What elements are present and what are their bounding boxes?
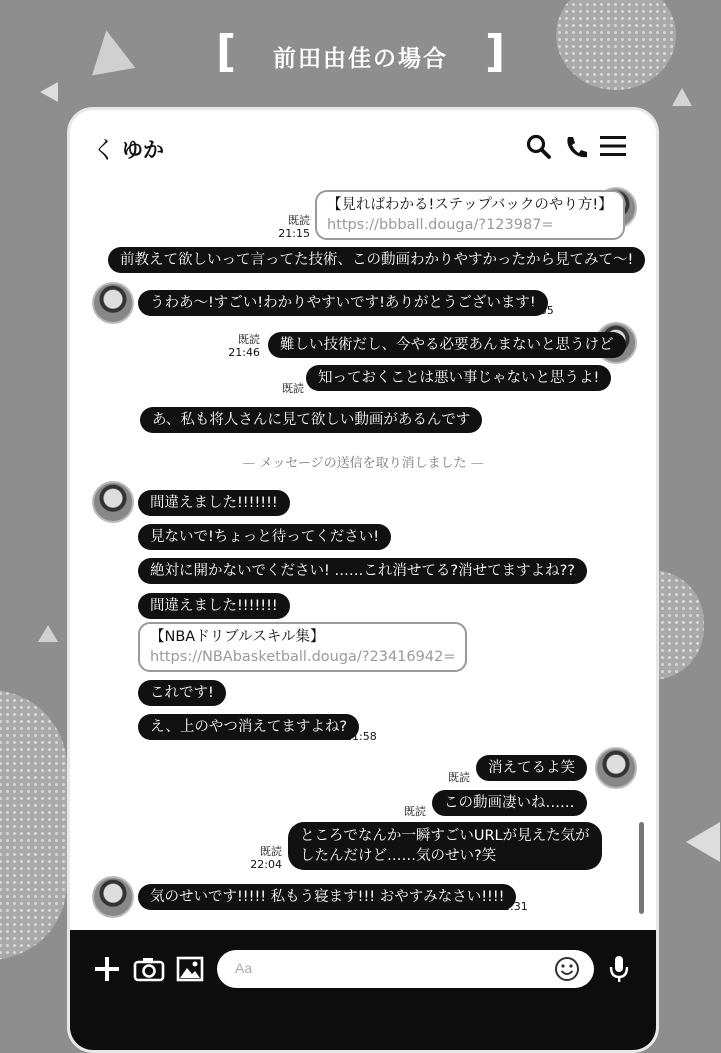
avatar[interactable] [595, 747, 637, 789]
scrollbar[interactable] [639, 822, 644, 914]
message-line: ところでなんか一瞬すごいURLが見えた気が [300, 828, 590, 844]
link-url[interactable]: https://bbball.douga/?123987= [327, 217, 554, 233]
chat-header [70, 110, 656, 182]
message-bubble[interactable]: 間違えました!!!!!!! [138, 490, 290, 516]
avatar[interactable] [92, 282, 134, 324]
back-button[interactable]: く [92, 136, 116, 164]
avatar[interactable] [92, 481, 134, 523]
link-bubble[interactable] [138, 622, 467, 672]
triangle-decoration [38, 625, 58, 642]
link-url[interactable]: https://NBAbasketball.douga/?23416942= [150, 649, 456, 665]
unsent-notice: — メッセージの送信を取り消しました — [70, 452, 656, 471]
read-receipt: 既読 [288, 214, 310, 227]
camera-icon[interactable] [133, 956, 165, 986]
dot-circle-bottom-left [0, 690, 67, 960]
phone-icon[interactable] [564, 134, 588, 164]
link-bubble[interactable] [315, 190, 625, 240]
message-bubble[interactable]: 難しい技術だし、今やる必要あんまないと思うけど [268, 332, 626, 358]
read-receipt: 既読 [404, 805, 426, 818]
avatar[interactable] [92, 876, 134, 918]
timestamp: 22:31 [496, 900, 528, 913]
message-input-wrap [217, 950, 594, 988]
link-title: 【見ればわかる!ステップバックのやり方!】 [327, 197, 613, 213]
message-bubble[interactable] [288, 822, 602, 870]
timestamp: 22:04 [250, 858, 282, 871]
dot-circle-right [652, 570, 704, 680]
triangle-decoration [686, 822, 720, 862]
read-receipt: 既読 [448, 771, 470, 784]
link-title: 【NBAドリブルスキル集】 [150, 629, 325, 645]
message-bubble[interactable]: これです! [138, 680, 226, 706]
read-receipt: 既読 [282, 382, 304, 395]
timestamp: 21:35 [522, 304, 554, 317]
message-bubble[interactable]: うわあ～!すごい!わかりやすいです!ありがとうございます! [138, 290, 548, 316]
image-icon[interactable] [176, 956, 204, 986]
message-bubble[interactable]: 見ないで!ちょっと待ってください! [138, 524, 391, 550]
contact-name: ゆか [122, 138, 164, 162]
bracket-right: ] [485, 26, 506, 77]
page-title-text: 前田由佳の場合 [273, 46, 448, 72]
message-bubble[interactable]: この動画凄いね…… [432, 790, 587, 816]
message-input[interactable] [233, 959, 537, 977]
message-meta [216, 333, 260, 359]
plus-icon[interactable] [94, 956, 120, 986]
message-bubble[interactable]: あ、私も将人さんに見て欲しい動画があるんです [140, 407, 482, 433]
message-bubble[interactable]: 絶対に開かないでください! ……これ消せてる?消せてますよね?? [138, 558, 587, 584]
microphone-icon[interactable] [608, 954, 630, 988]
message-bubble[interactable]: 気のせいです!!!!! 私もう寝ます!!! おやすみなさい!!!! [138, 884, 516, 910]
read-receipt: 既読 [260, 845, 282, 858]
message-bubble[interactable]: 消えてるよ笑 [476, 755, 587, 781]
read-receipt: 既読 [238, 333, 260, 346]
menu-icon[interactable] [600, 134, 626, 162]
emoji-icon[interactable] [554, 956, 580, 986]
message-line: したんだけど……気のせい?笑 [300, 848, 497, 864]
chat-window [67, 107, 659, 1053]
message-bubble[interactable]: 間違えました!!!!!!! [138, 593, 290, 619]
message-bubble[interactable]: 前教えて欲しいって言ってた技術、この動画わかりやすかったから見てみて～! [108, 247, 645, 273]
message-meta [270, 214, 310, 240]
timestamp: 21:46 [228, 346, 260, 359]
timestamp: 21:15 [278, 227, 310, 240]
search-icon[interactable] [526, 134, 552, 164]
message-meta [236, 845, 282, 871]
triangle-decoration [672, 88, 692, 106]
message-bubble[interactable]: 知っておくことは悪い事じゃないと思うよ! [306, 365, 611, 391]
message-bubble[interactable]: え、上のやつ消えてますよね? [138, 714, 359, 740]
input-bar [70, 930, 656, 1050]
bracket-left: [ [216, 26, 237, 77]
timestamp: 21:58 [345, 730, 377, 743]
triangle-decoration [40, 82, 58, 102]
page-title [0, 26, 721, 80]
